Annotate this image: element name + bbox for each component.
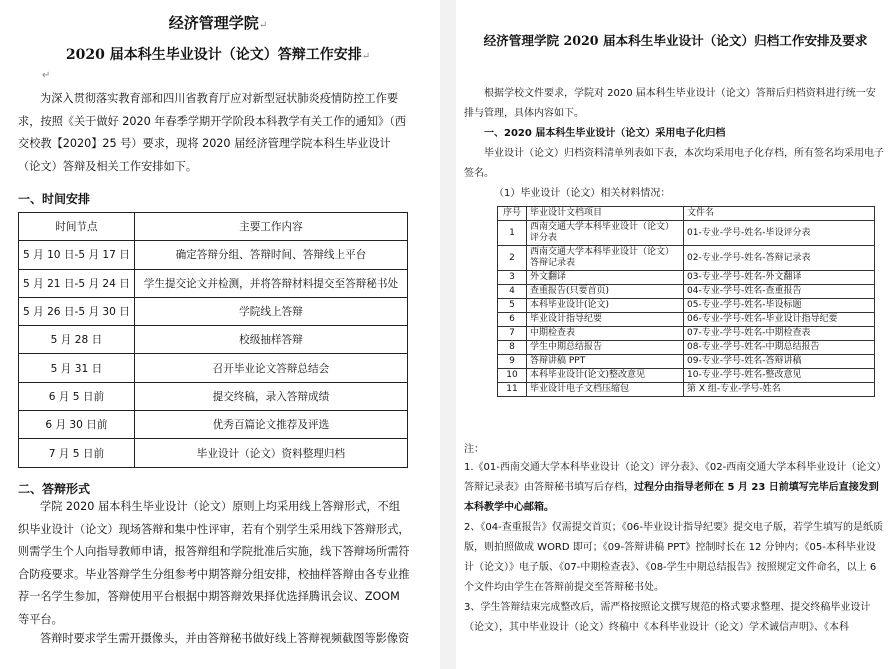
schedule-task-cell: 主要工作内容 <box>134 213 407 241</box>
file-name-cell: 01-专业-学号-姓名-毕设评分表 <box>684 221 875 246</box>
schedule-row <box>19 269 408 297</box>
file-item-cell: 答辩讲稿 PPT <box>527 355 684 369</box>
file-name-cell: 08-专业-学号-姓名-中期总结报告 <box>684 341 875 355</box>
file-index-cell: 序号 <box>498 207 527 221</box>
left-title-2: 2020 届本科生毕业设计（论文）答辩工作安排↵ <box>65 47 371 63</box>
archive-row <box>498 313 875 327</box>
file-name-cell: 文件名 <box>684 207 875 221</box>
schedule-task-cell: 校级抽样答辩 <box>134 326 407 354</box>
right-sub-1: （1）毕业设计（论文）相关材料情况： <box>494 188 671 199</box>
file-item-cell: 毕业设计指导纪要 <box>527 313 684 327</box>
schedule-date-cell: 5 月 31 日 <box>19 354 135 382</box>
archive-row <box>498 383 875 397</box>
schedule-header-row <box>19 213 408 241</box>
schedule-table <box>18 212 408 468</box>
right-section-1: 一、2020 届本科生毕业设计（论文）采用电子化归档 <box>484 128 726 139</box>
file-item-cell: 毕业设计电子文档压缩包 <box>527 383 684 397</box>
file-item-cell: 西南交通大学本科毕业设计（论文）答辩记录表 <box>527 246 684 271</box>
note-2: 2、《04-查重报告》仅需提交首页；《06-毕业设计指导纪要》提交电子版，若学生填写的是纸质版，则拍照做成 WORD 即可；《09-答辩讲稿 PPT》控制时长在 12 分钟内；《05-本科毕业设计（论文）》电子版、《07-中期检查表》、《08-学生中期总结报告》按照规定文件命名，以上 6 个文件均由学生在答辩前提交至答辩秘书处。 <box>464 522 884 593</box>
left-last-line: 答辩时要求学生需开摄像头，并由答辩秘书做好线上答辩视频截图等影像资 <box>40 632 410 645</box>
file-index-cell: 8 <box>498 341 527 355</box>
left-form-paragraph: 学院 2020 届本科生毕业设计（论文）原则上均采用线上答辩形式，不组织毕业设计（论文）现场答辩和集中性评审，若有个别学生采用线下答辩形式，则需学生个人向指导教师申请，报答辩组和学院批准后实施，线下答辩场所需符合防疫要求。毕业答辩学生分组参考中期答辩分组安排，校抽样答辩由各专业推荐一名学生参加，答辩使用平台根据中期答辩效果择优选择腾讯会议、ZOOM 等平台。 <box>18 500 410 626</box>
left-section-time: 一、时间安排 <box>18 192 91 206</box>
schedule-row <box>19 411 408 439</box>
schedule-date-cell: 6 月 5 日前 <box>19 382 135 410</box>
right-title: 经济管理学院 2020 届本科生毕业设计（论文）归档工作安排及要求 <box>483 33 868 48</box>
archive-row <box>498 299 875 313</box>
file-index-cell: 2 <box>498 246 527 271</box>
file-item-cell: 西南交通大学本科毕业设计（论文）评分表 <box>527 221 684 246</box>
schedule-row <box>19 326 408 354</box>
file-index-cell: 4 <box>498 285 527 299</box>
left-section-form: 二、答辩形式 <box>18 482 91 496</box>
schedule-task-cell: 确定答辩分组、答辩时间、答辩线上平台 <box>134 241 407 269</box>
note-3: 3、学生答辩结束完成整改后，需严格按照论文撰写规范的格式要求整理、提交终稿毕业设计（论文），其中毕业设计（论文）终稿中《本科毕业设计（论文）学术诚信声明》、《本科 <box>464 602 871 633</box>
archive-row <box>498 369 875 383</box>
file-item-cell: 本科毕业设计(论文)整改意见 <box>527 369 684 383</box>
file-index-cell: 10 <box>498 369 527 383</box>
schedule-date-cell: 5 月 28 日 <box>19 326 135 354</box>
right-para-1: 毕业设计（论文）归档资料清单列表如下表，本次均采用电子化存档，所有签名均采用电子签名。 <box>464 148 884 179</box>
schedule-date-cell: 5 月 10 日-5 月 17 日 <box>19 241 135 269</box>
archive-row <box>498 341 875 355</box>
schedule-date-cell: 7 月 5 日前 <box>19 439 135 467</box>
archive-row <box>498 285 875 299</box>
schedule-task-cell: 提交终稿，录入答辩成绩 <box>134 382 407 410</box>
file-name-cell: 第 X 组-专业-学号-姓名 <box>684 383 875 397</box>
archive-row <box>498 221 875 246</box>
left-title-1: 经济管理学院↵ <box>168 14 268 32</box>
left-intro: 为深入贯彻落实教育部和四川省教育厅应对新型冠状肺炎疫情防控工作要求，按照《关于做好 2020 年春季学期开学阶段本科教学有关工作的通知》（西交校教【2020】25 号）要求，现将 2020 届经济管理学院本科生毕业设计（论文）答辩及相关工作安排如下。 <box>18 92 406 173</box>
right-intro: 根据学校文件要求，学院对 2020 届本科生毕业设计（论文）答辩后归档资料进行统一安排与管理，具体内容如下。 <box>464 88 876 119</box>
file-name-cell: 06-专业-学号-姓名-毕业设计指导纪要 <box>684 313 875 327</box>
file-name-cell: 02-专业-学号-姓名-答辩记录表 <box>684 246 875 271</box>
page-gap <box>440 0 456 669</box>
schedule-date-cell: 5 月 26 日-5 月 30 日 <box>19 297 135 325</box>
file-name-cell: 09-专业-学号-姓名-答辩讲稿 <box>684 355 875 369</box>
schedule-row <box>19 354 408 382</box>
schedule-task-cell: 优秀百篇论文推荐及评选 <box>134 411 407 439</box>
file-name-cell: 03-专业-学号-姓名-外文翻译 <box>684 271 875 285</box>
schedule-date-cell: 时间节点 <box>19 213 135 241</box>
archive-row <box>498 246 875 271</box>
note-label: 注： <box>464 444 484 455</box>
file-item-cell: 中期检查表 <box>527 327 684 341</box>
file-index-cell: 11 <box>498 383 527 397</box>
file-name-cell: 04-专业-学号-姓名-查重报告 <box>684 285 875 299</box>
archive-row <box>498 327 875 341</box>
schedule-row <box>19 382 408 410</box>
schedule-task-cell: 毕业设计（论文）资料整理归档 <box>134 439 407 467</box>
schedule-date-cell: 6 月 30 日前 <box>19 411 135 439</box>
file-index-cell: 1 <box>498 221 527 246</box>
schedule-task-cell: 召开毕业论文答辩总结会 <box>134 354 407 382</box>
schedule-date-cell: 5 月 21 日-5 月 24 日 <box>19 269 135 297</box>
file-name-cell: 07-专业-学号-姓名-中期检查表 <box>684 327 875 341</box>
file-item-cell: 外文翻译 <box>527 271 684 285</box>
schedule-row <box>19 439 408 467</box>
file-index-cell: 5 <box>498 299 527 313</box>
schedule-task-cell: 学院线上答辩 <box>134 297 407 325</box>
schedule-row <box>19 241 408 269</box>
file-item-cell: 本科毕业设计(论文) <box>527 299 684 313</box>
archive-header-row <box>498 207 875 221</box>
archive-row <box>498 355 875 369</box>
archive-table <box>497 206 875 397</box>
archive-row <box>498 271 875 285</box>
file-name-cell: 05-专业-学号-姓名-毕设标题 <box>684 299 875 313</box>
right-document <box>458 0 893 669</box>
left-document <box>0 0 436 669</box>
schedule-row <box>19 297 408 325</box>
file-item-cell: 毕业设计文档项目 <box>527 207 684 221</box>
schedule-task-cell: 学生提交论文并检测，并将答辩材料提交至答辩秘书处 <box>134 269 407 297</box>
file-item-cell: 学生中期总结报告 <box>527 341 684 355</box>
file-index-cell: 9 <box>498 355 527 369</box>
file-index-cell: 3 <box>498 271 527 285</box>
note-1: 1.《01-西南交通大学本科毕业设计（论文）评分表》、《02-西南交通大学本科毕业设计（论文）答辩记录表》由答辩秘书填写后存档，过程分由指导老师在 5 月 23 日前填写完毕后直接发到本科教学中心邮箱。 <box>464 462 882 513</box>
file-index-cell: 6 <box>498 313 527 327</box>
file-index-cell: 7 <box>498 327 527 341</box>
file-item-cell: 查重报告(只要首页) <box>527 285 684 299</box>
file-name-cell: 10-专业-学号-姓名-整改意见 <box>684 369 875 383</box>
paragraph-mark: ↵ <box>42 70 51 81</box>
